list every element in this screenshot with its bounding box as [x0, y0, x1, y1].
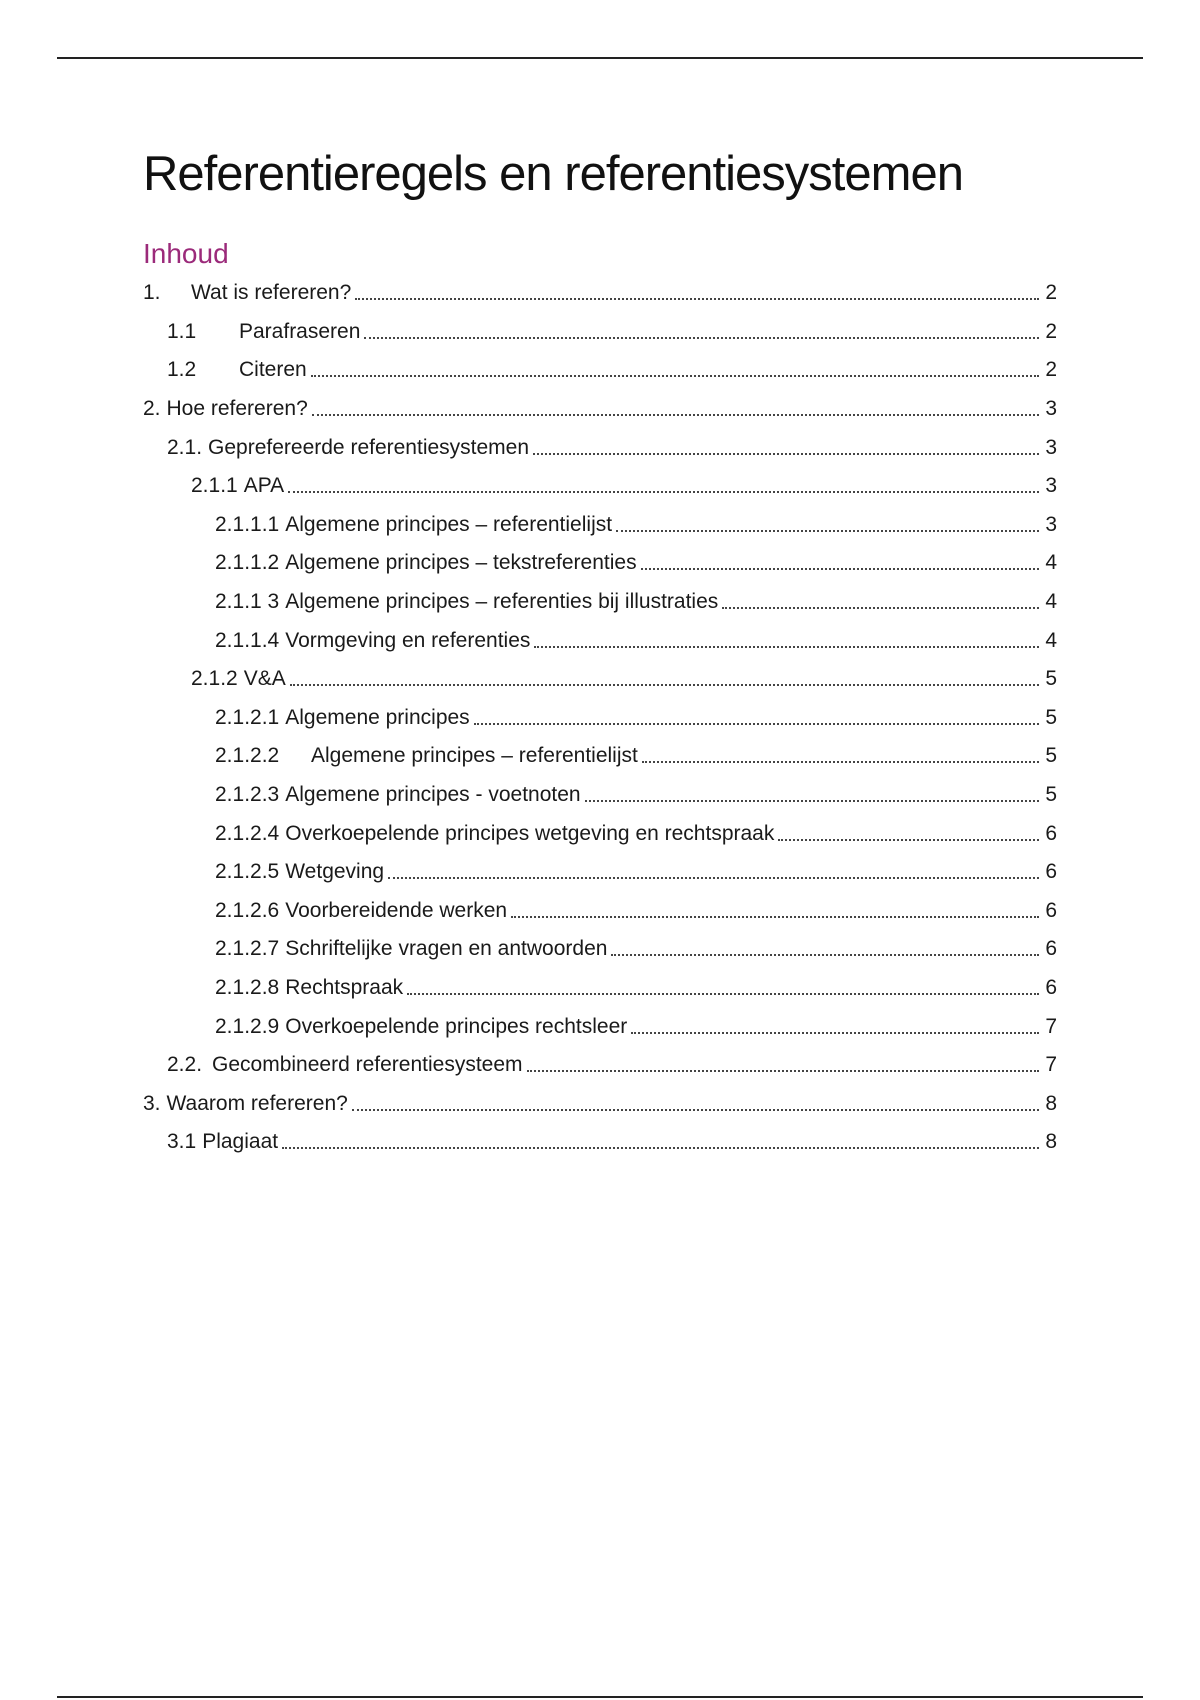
toc-entry[interactable] [143, 351, 1057, 390]
toc-entry-title: Algemene principes – referentielijst [285, 512, 613, 536]
toc-entry[interactable] [143, 699, 1057, 738]
toc-dot-leader [355, 298, 1039, 300]
document-title: Referentieregels en referentiesystemen [143, 147, 963, 201]
toc-dot-leader [616, 530, 1039, 532]
toc-entry-number: 2.1.1.1 [215, 512, 280, 536]
toc-dot-leader [534, 646, 1039, 648]
toc-dot-leader [290, 684, 1039, 686]
toc-entry-title: Parafraseren [239, 319, 361, 343]
toc-entry-title: Overkoepelende principes wetgeving en rechtspraak [285, 821, 775, 845]
toc-dot-leader [611, 954, 1039, 956]
toc-entry-title: APA [243, 474, 285, 498]
toc-entry-number: 2.1.2.8 [215, 975, 280, 999]
toc-entry-page: 5 [1045, 783, 1057, 807]
toc-entry-number: 2.1.2 [191, 667, 238, 691]
toc-entry-title: Algemene principes - voetnoten [285, 783, 581, 807]
toc-entry[interactable] [143, 621, 1057, 660]
toc-entry-number: 2.1.2.2 [215, 744, 280, 768]
toc-entry-title: Algemene principes – referentielijst [311, 744, 638, 768]
table-of-contents [143, 274, 1057, 1162]
toc-entry-page: 5 [1045, 667, 1057, 691]
toc-entry-number: 2.1.2.3 [215, 783, 280, 807]
toc-dot-leader [364, 337, 1039, 339]
toc-dot-leader [642, 761, 1039, 763]
toc-entry-title: Wetgeving [285, 860, 385, 884]
toc-entry-title: Gecombineerd referentiesysteem [212, 1053, 523, 1077]
toc-dot-leader [407, 993, 1039, 995]
toc-dot-leader [311, 375, 1039, 377]
toc-dot-leader [352, 1109, 1039, 1111]
toc-entry-page: 5 [1045, 744, 1057, 768]
toc-entry-title: Wat is refereren? [191, 281, 352, 305]
toc-dot-leader [778, 839, 1039, 841]
toc-entry[interactable] [143, 1046, 1057, 1085]
toc-entry-page: 7 [1045, 1053, 1057, 1077]
toc-entry-page: 3 [1045, 397, 1057, 421]
toc-dot-leader [722, 607, 1039, 609]
toc-entry-page: 4 [1045, 628, 1057, 652]
header-rule [57, 57, 1143, 59]
toc-dot-leader [312, 414, 1039, 416]
toc-entry-number: 3. [143, 1091, 161, 1115]
toc-entry-number: 2.1.1.4 [215, 628, 280, 652]
toc-dot-leader [388, 877, 1039, 879]
toc-entry-page: 3 [1045, 512, 1057, 536]
toc-entry-title: Waarom refereren? [166, 1091, 348, 1115]
toc-entry-title: Citeren [239, 358, 307, 382]
toc-dot-leader [585, 800, 1039, 802]
toc-entry-page: 8 [1045, 1091, 1057, 1115]
toc-entry-title: Overkoepelende principes rechtsleer [285, 1014, 628, 1038]
toc-entry[interactable] [143, 969, 1057, 1008]
toc-entry-page: 2 [1045, 358, 1057, 382]
toc-entry-number: 2. [143, 397, 161, 421]
toc-entry[interactable] [143, 274, 1057, 313]
toc-entry-title: Rechtspraak [285, 975, 404, 999]
toc-entry-number: 2.1.2.9 [215, 1014, 280, 1038]
toc-dot-leader [527, 1070, 1039, 1072]
toc-entry-page: 8 [1045, 1130, 1057, 1154]
toc-entry[interactable] [143, 737, 1057, 776]
toc-entry-title: Algemene principes [285, 705, 470, 729]
toc-entry-number: 3.1 [167, 1130, 197, 1154]
toc-entry-number: 1.1 [167, 319, 197, 343]
toc-entry-number: 2.1.2.1 [215, 705, 280, 729]
toc-entry-title: Hoe refereren? [166, 397, 308, 421]
toc-entry[interactable] [143, 776, 1057, 815]
toc-entry-page: 4 [1045, 551, 1057, 575]
toc-entry-title: Algemene principes – referenties bij illustraties [285, 590, 719, 614]
toc-dot-leader [511, 916, 1039, 918]
toc-entry-number: 2.1.2.6 [215, 898, 280, 922]
toc-entry-title: Vormgeving en referenties [285, 628, 531, 652]
toc-dot-leader [474, 723, 1039, 725]
toc-entry[interactable] [143, 660, 1057, 699]
toc-entry[interactable] [143, 1123, 1057, 1162]
toc-entry[interactable] [143, 428, 1057, 467]
toc-entry[interactable] [143, 1007, 1057, 1046]
toc-entry[interactable] [143, 930, 1057, 969]
toc-entry-page: 4 [1045, 590, 1057, 614]
toc-entry[interactable] [143, 892, 1057, 931]
toc-entry-number: 2.1.2.5 [215, 860, 280, 884]
toc-dot-leader [288, 491, 1039, 493]
toc-entry-number: 2.1.1 3 [215, 590, 280, 614]
toc-entry-number: 2.1.1.2 [215, 551, 280, 575]
toc-dot-leader [533, 453, 1039, 455]
toc-entry-number: 2.1.1 [191, 474, 238, 498]
toc-entry-number: 1.2 [167, 358, 197, 382]
toc-entry-page: 2 [1045, 281, 1057, 305]
toc-entry[interactable] [143, 506, 1057, 545]
toc-entry-page: 7 [1045, 1014, 1057, 1038]
toc-entry-number: 2.1.2.7 [215, 937, 280, 961]
toc-entry-number: 2.1. [167, 435, 203, 459]
toc-entry[interactable] [143, 853, 1057, 892]
toc-entry-page: 6 [1045, 975, 1057, 999]
toc-dot-leader [282, 1147, 1039, 1149]
toc-dot-leader [631, 1032, 1039, 1034]
toc-entry-title: Geprefereerde referentiesystemen [208, 435, 530, 459]
toc-entry-number: 2.2. [167, 1053, 203, 1077]
toc-entry[interactable] [143, 390, 1057, 429]
toc-entry[interactable] [143, 814, 1057, 853]
toc-entry-title: Schriftelijke vragen en antwoorden [285, 937, 608, 961]
toc-entry-page: 2 [1045, 319, 1057, 343]
toc-entry-title: V&A [243, 667, 286, 691]
toc-dot-leader [641, 568, 1039, 570]
toc-entry[interactable] [143, 544, 1057, 583]
toc-entry-page: 6 [1045, 860, 1057, 884]
toc-entry-page: 6 [1045, 937, 1057, 961]
toc-entry[interactable] [143, 313, 1057, 352]
toc-entry-title: Algemene principes – tekstreferenties [285, 551, 637, 575]
toc-entry-page: 5 [1045, 705, 1057, 729]
toc-entry[interactable] [143, 467, 1057, 506]
toc-entry-page: 3 [1045, 435, 1057, 459]
toc-entry[interactable] [143, 1084, 1057, 1123]
toc-entry[interactable] [143, 583, 1057, 622]
toc-entry-page: 3 [1045, 474, 1057, 498]
toc-entry-number: 2.1.2.4 [215, 821, 280, 845]
footer-rule [57, 1696, 1143, 1698]
toc-entry-title: Voorbereidende werken [285, 898, 508, 922]
toc-entry-number: 1. [143, 281, 161, 305]
toc-heading: Inhoud [143, 238, 229, 269]
toc-entry-page: 6 [1045, 898, 1057, 922]
toc-entry-page: 6 [1045, 821, 1057, 845]
toc-entry-title: Plagiaat [202, 1130, 279, 1154]
